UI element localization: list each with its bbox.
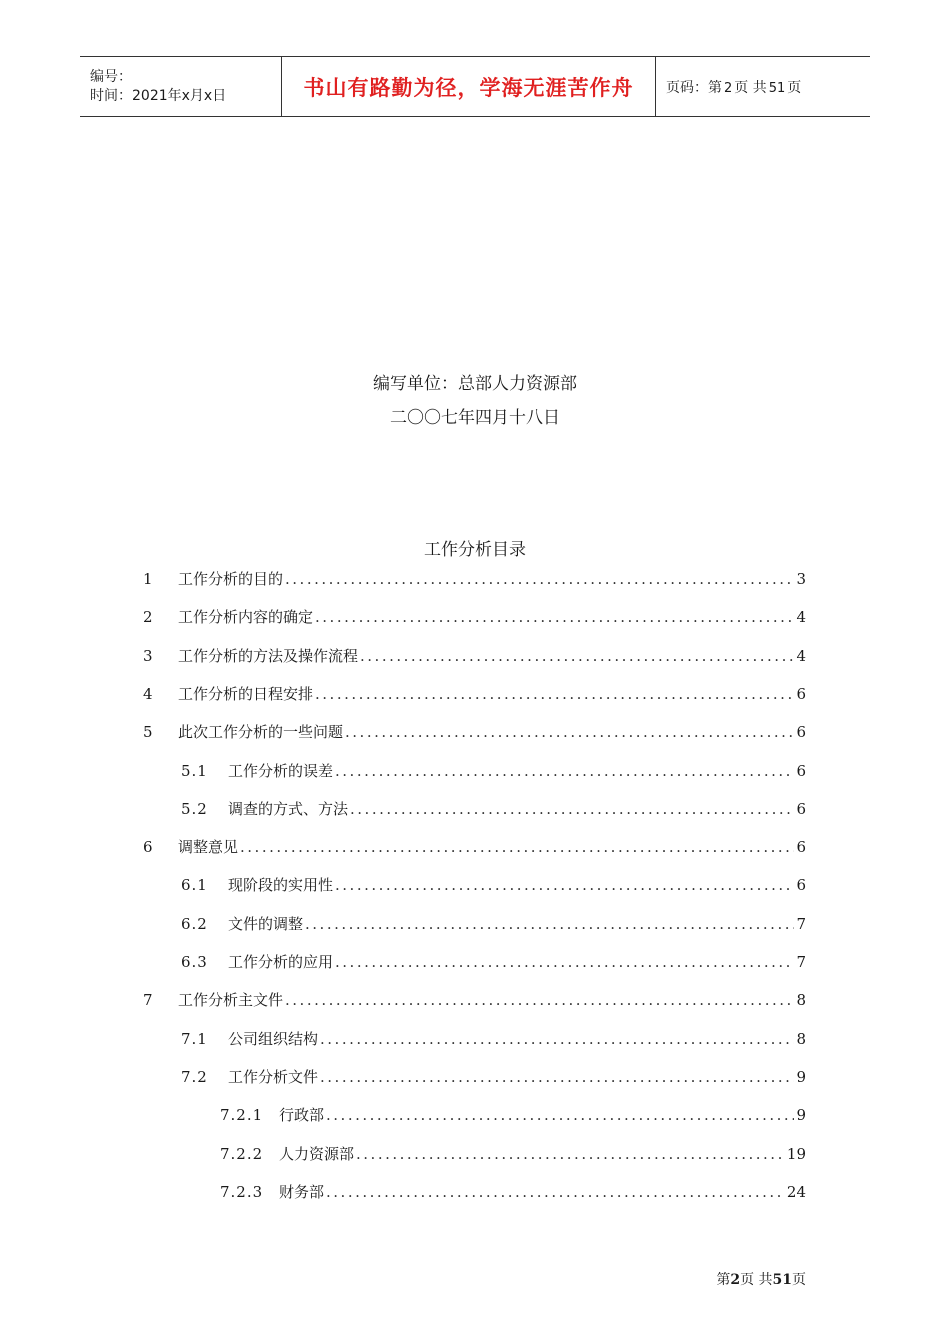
toc-entry-title: 公司组织结构 (228, 1029, 319, 1048)
toc-entry-page: 9 (796, 1067, 806, 1086)
toc-entry-title: 工作分析文件 (228, 1067, 319, 1086)
toc-entry[interactable] (181, 1028, 806, 1052)
toc-entry-page: 6 (796, 761, 806, 780)
toc-entry[interactable] (181, 1066, 806, 1090)
toc-entry-title: 调整意见 (178, 838, 239, 857)
toc-entry-title: 工作分析的目的 (178, 570, 284, 588)
toc-entry-page: 6 (796, 799, 806, 818)
toc-entry-number: 2 (143, 608, 154, 627)
toc-entry[interactable] (220, 1143, 806, 1167)
toc-entry-page: 6 (796, 876, 806, 895)
toc-dot-leader (326, 1183, 785, 1201)
toc-dot-leader (315, 685, 794, 703)
toc-entry-title: 工作分析的方法及操作流程 (178, 646, 359, 665)
toc-entry-title: 调查的方式、方法 (228, 799, 349, 818)
toc-entry-page: 4 (796, 608, 806, 627)
toc-dot-leader (350, 800, 794, 818)
toc-entry[interactable] (181, 874, 806, 898)
toc-entry-number: 7.2 (181, 1067, 208, 1086)
toc-entry[interactable] (143, 568, 806, 592)
footer-suffix: 页 (792, 1272, 806, 1288)
footer-middle: 页 共 (740, 1272, 773, 1288)
toc-entry-number: 6.3 (181, 953, 208, 971)
toc-entry-page: 6 (796, 684, 806, 703)
toc-entry-title: 行政部 (279, 1106, 325, 1125)
toc-entry-title: 文件的调整 (228, 914, 304, 933)
page-total: 51 (768, 80, 786, 96)
toc-entry-page: 24 (786, 1182, 806, 1201)
toc-entry-page: 7 (796, 914, 806, 933)
toc-entry[interactable] (181, 951, 806, 975)
toc-entry-number: 1 (143, 570, 154, 588)
toc-entry[interactable] (143, 721, 806, 745)
toc-entry-number: 7.2.2 (220, 1144, 264, 1163)
footer-current: 2 (730, 1272, 741, 1288)
toc-entry-page: 8 (796, 1029, 806, 1048)
toc-entry-title: 财务部 (279, 1182, 325, 1201)
toc-entry[interactable] (143, 683, 806, 707)
toc-entry[interactable] (220, 1181, 806, 1205)
toc-entry-title: 工作分析内容的确定 (178, 608, 314, 627)
toc-entry-page: 7 (796, 953, 806, 971)
page-footer (0, 1269, 806, 1289)
toc-entry-page: 6 (796, 723, 806, 742)
toc-entry-title: 工作分析的应用 (228, 953, 334, 971)
toc-entry[interactable] (143, 836, 806, 860)
toc-entry-page: 4 (796, 646, 806, 665)
toc-title: 工作分析目录 (424, 540, 526, 560)
toc-entry[interactable] (181, 798, 806, 822)
toc-dot-leader (345, 723, 794, 741)
org-date: 二〇〇七年四月十八日 (390, 408, 560, 428)
toc-entry[interactable] (143, 989, 806, 1013)
toc-entry-number: 5.2 (181, 799, 208, 818)
toc-dot-leader (335, 953, 794, 971)
toc-entry-page: 9 (796, 1106, 806, 1125)
toc-dot-leader (240, 838, 794, 856)
motto-text: 书山有路勤为径，学海无涯苦作舟 (303, 75, 634, 100)
page-suffix: 页 (787, 79, 802, 96)
toc-dot-leader (305, 915, 794, 933)
toc-entry-number: 6.1 (181, 876, 208, 895)
toc-entry-title: 现阶段的实用性 (228, 876, 334, 895)
toc-dot-leader (335, 762, 794, 780)
toc-dot-leader (326, 1106, 794, 1124)
toc-entry[interactable] (220, 1104, 806, 1128)
document-time-label: 时间：2021年x月x日 (90, 87, 227, 104)
toc-entry[interactable] (181, 913, 806, 937)
toc-entry-number: 7.2.3 (220, 1182, 264, 1201)
toc-entry-number: 3 (143, 646, 154, 665)
toc-dot-leader (360, 647, 794, 665)
document-number-label: 编号： (90, 68, 132, 85)
toc-dot-leader (356, 1145, 785, 1163)
toc-entry[interactable] (181, 760, 806, 784)
page-prefix: 页码：第 (666, 79, 722, 96)
toc-entry-number: 7 (143, 991, 154, 1010)
toc-entry-title: 此次工作分析的一些问题 (178, 723, 344, 742)
toc-entry-number: 5 (143, 723, 154, 742)
footer-total: 51 (772, 1272, 792, 1288)
toc-entry[interactable] (143, 606, 806, 630)
toc-dot-leader (315, 608, 794, 626)
toc-entry-number: 7.2.1 (220, 1106, 264, 1125)
org-unit: 编写单位：总部人力资源部 (373, 374, 577, 394)
header-page-info (656, 57, 870, 116)
footer-prefix: 第 (716, 1272, 731, 1288)
page-middle: 页 共 (734, 79, 767, 96)
toc-dot-leader (320, 1068, 794, 1086)
toc-entry-number: 5.1 (181, 761, 208, 780)
toc-entry-title: 工作分析主文件 (178, 991, 284, 1010)
toc-dot-leader (320, 1030, 794, 1048)
toc-entry-title: 人力资源部 (279, 1144, 355, 1163)
header-motto (282, 57, 656, 116)
toc-entry-number: 4 (143, 684, 154, 703)
toc-entry-page: 8 (796, 991, 806, 1010)
page-current: 2 (724, 80, 733, 96)
toc-dot-leader (335, 876, 794, 894)
toc-entry-title: 工作分析的日程安排 (178, 684, 314, 703)
toc-entry-page: 19 (786, 1144, 806, 1163)
toc-dot-leader (285, 991, 794, 1009)
toc-dot-leader (285, 570, 794, 588)
toc-entry-title: 工作分析的误差 (228, 761, 334, 780)
header-meta (80, 57, 282, 116)
page-header (80, 56, 870, 117)
toc-entry[interactable] (143, 645, 806, 669)
toc-entry-page: 3 (796, 570, 806, 588)
toc-entry-number: 6.2 (181, 914, 208, 933)
toc-entry-page: 6 (796, 838, 806, 857)
toc-entry-number: 6 (143, 838, 154, 857)
toc-entry-number: 7.1 (181, 1029, 208, 1048)
